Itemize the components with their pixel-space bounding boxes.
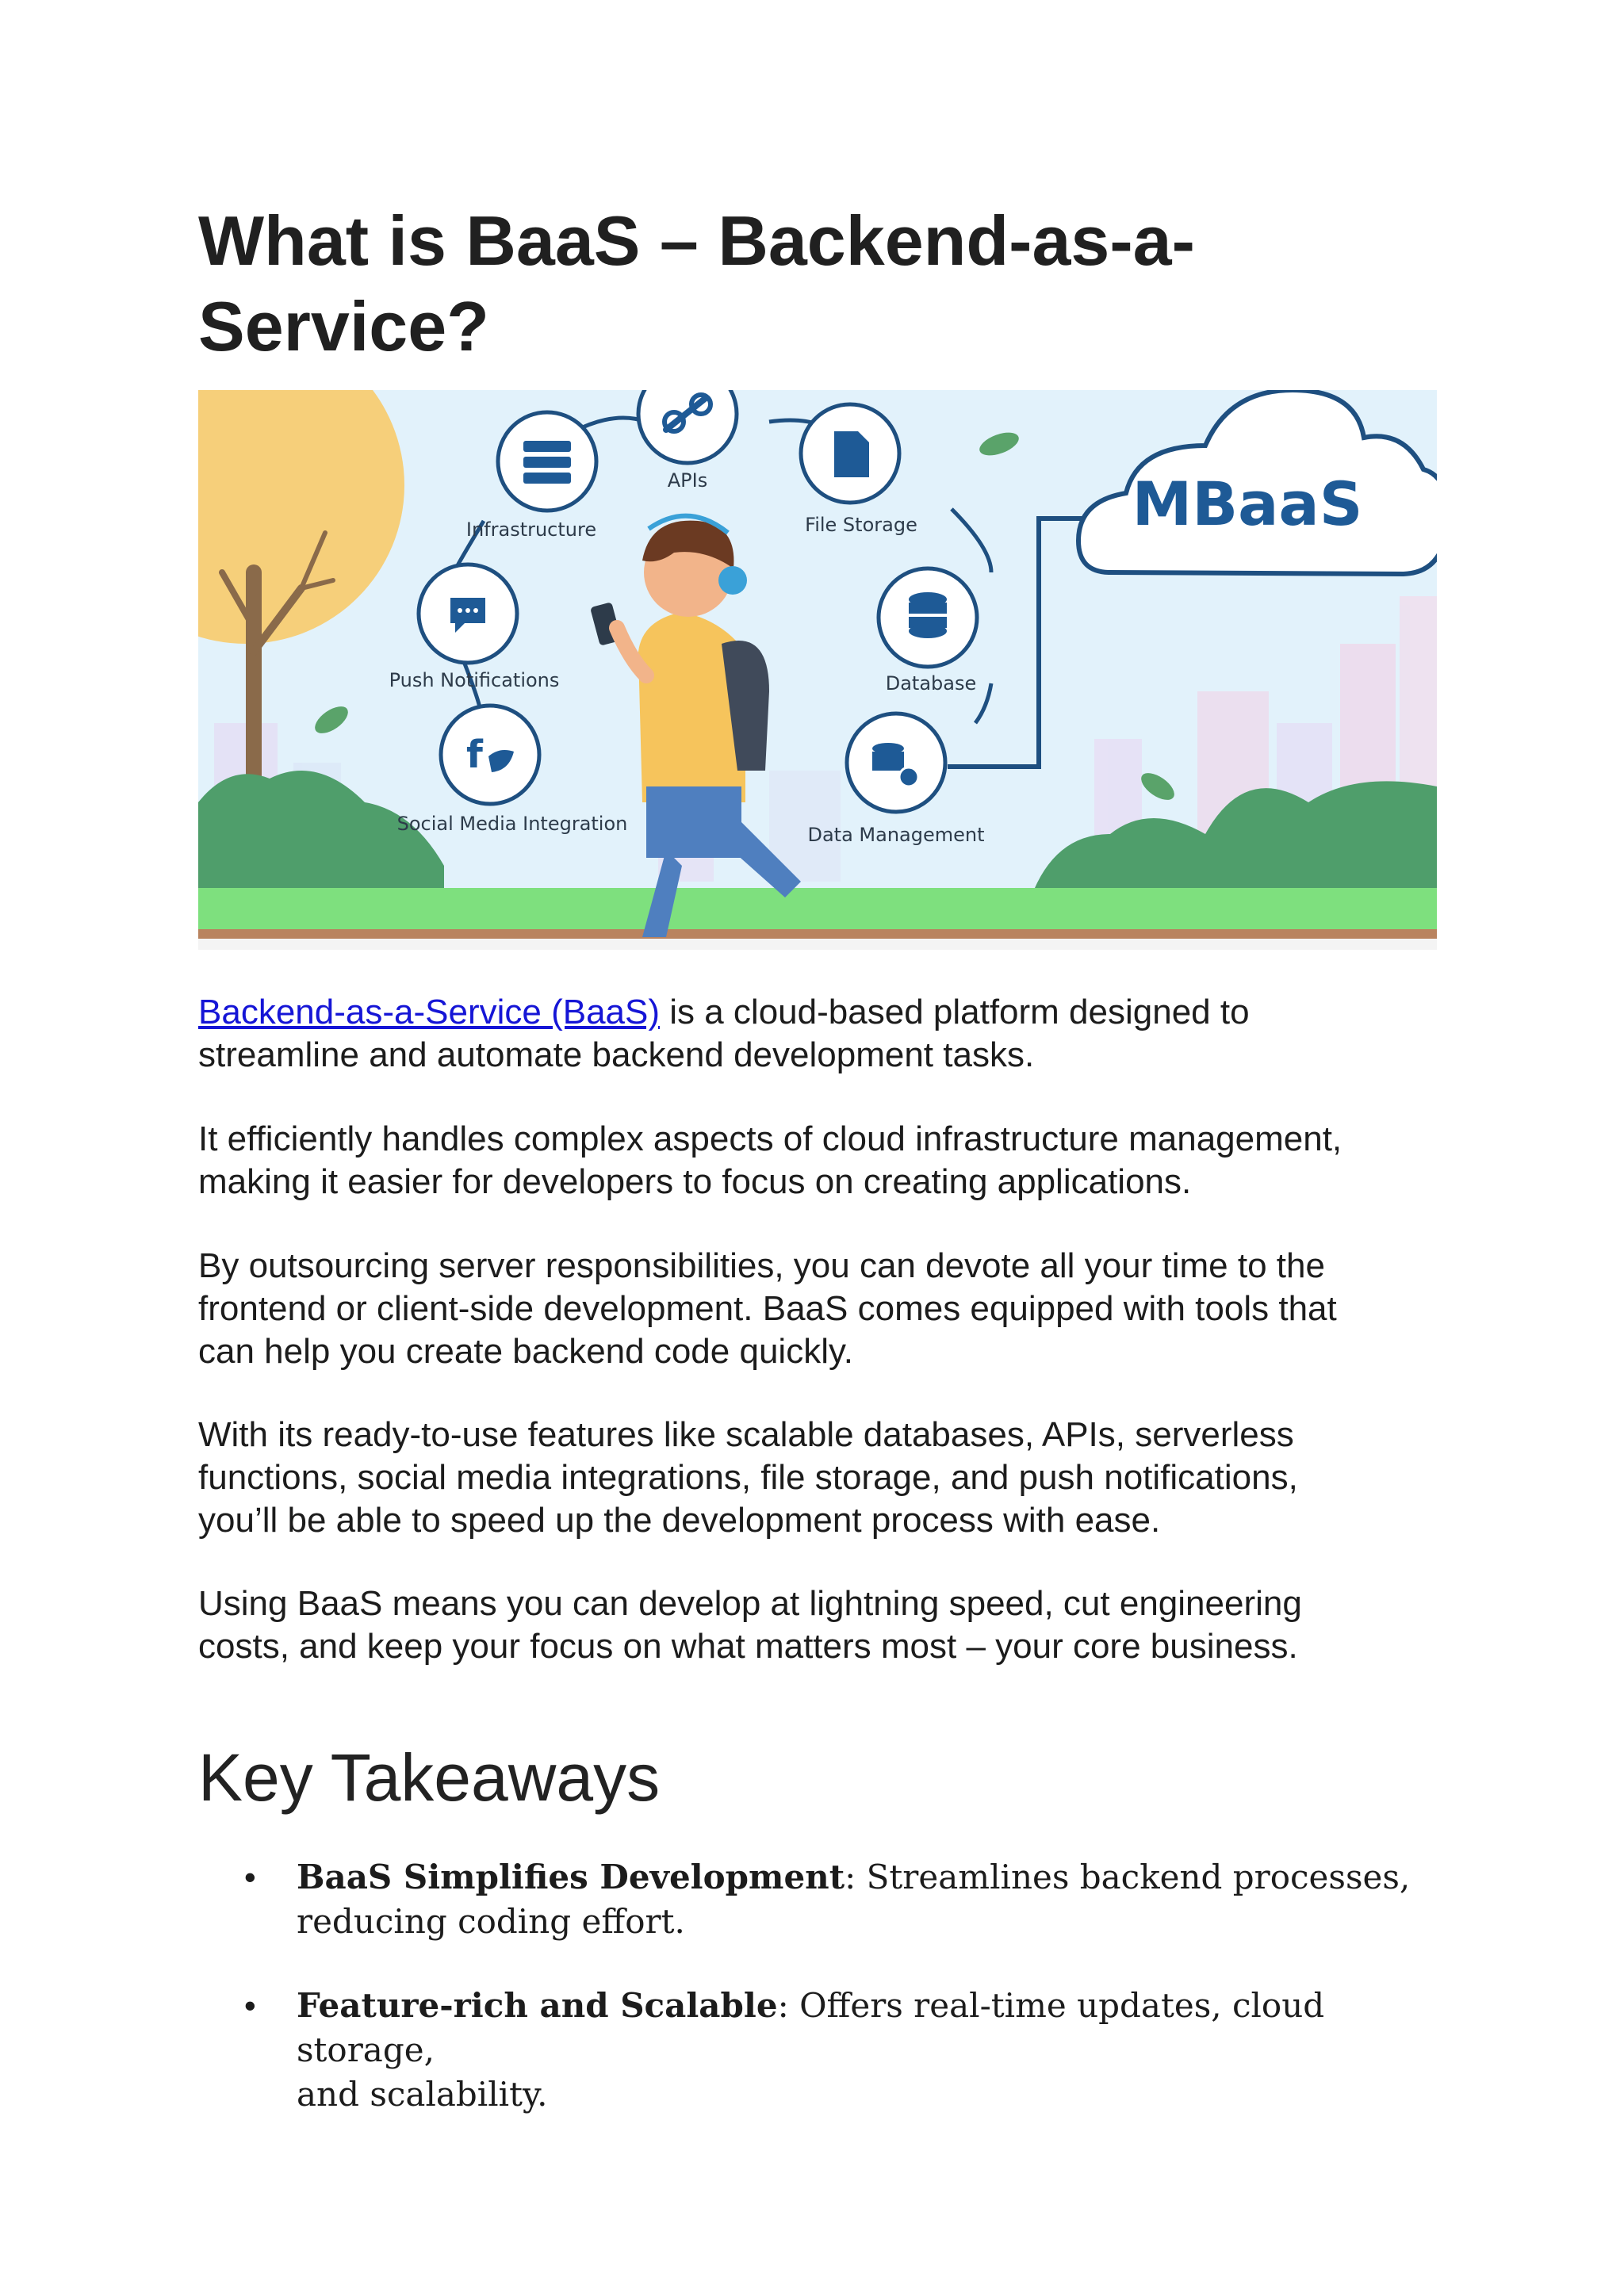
facebook-icon: f	[466, 733, 483, 777]
p4-line1: With its ready-to-use features like scalable databases, APIs, serverless	[198, 1415, 1294, 1454]
takeaway-text-line2: reducing coding effort.	[297, 1902, 685, 1941]
list-item	[198, 1984, 1435, 2117]
paragraph-infrastructure	[198, 1118, 1435, 1203]
p1-line2: streamline and automate backend development tasks.	[198, 1035, 1035, 1074]
label-apis: APIs	[667, 469, 708, 492]
key-takeaways-heading: Key Takeaways	[198, 1740, 661, 1815]
social-media-node	[441, 706, 539, 804]
takeaway-text: : Offers real-time updates, cloud storage,	[297, 1986, 1325, 2069]
p4-line3: you’ll be able to speed up the development process with ease.	[198, 1501, 1161, 1540]
p1-rest: is a cloud-based platform designed to	[660, 993, 1250, 1031]
file-icon	[834, 431, 869, 477]
data-management-node	[847, 714, 945, 812]
baas-link[interactable]: Backend-as-a-Service (BaaS)	[198, 993, 661, 1031]
bullet-icon: •	[244, 1987, 256, 2024]
label-data-management: Data Management	[807, 824, 985, 846]
database-node	[879, 568, 977, 667]
mbaas-badge: MBaaS	[1132, 469, 1363, 539]
push-notifications-node	[419, 564, 517, 663]
takeaway-text-line2: and scalability.	[297, 2075, 548, 2114]
paragraph-features	[198, 1414, 1435, 1542]
label-infrastructure: Infrastructure	[465, 519, 597, 541]
label-push-notifications: Push Notifications	[389, 669, 560, 691]
p4-line2: functions, social media integrations, file storage, and push notifications,	[198, 1458, 1298, 1497]
server-icon	[523, 441, 571, 452]
list-item	[198, 1855, 1435, 1944]
p5-line2: costs, and keep your focus on what matters most – your core business.	[198, 1627, 1298, 1666]
p2-line2: making it easier for developers to focus on creating applications.	[198, 1162, 1192, 1201]
p5-line1: Using BaaS means you can develop at lightning speed, cut engineering	[198, 1584, 1302, 1623]
file-storage-node	[801, 404, 899, 503]
takeaway-text: : Streamlines backend processes,	[845, 1858, 1411, 1896]
ground	[198, 888, 1437, 929]
p2-line1: It efficiently handles complex aspects of cloud infrastructure management,	[198, 1119, 1342, 1158]
bullet-icon: •	[244, 1858, 256, 1896]
label-social-media: Social Media Integration	[396, 813, 628, 835]
page-title: What is BaaS – Backend-as-a-Service?	[198, 201, 1195, 365]
paragraph-intro	[198, 991, 1435, 1077]
baas-diagram	[198, 390, 1437, 950]
p3-line3: can help you create backend code quickly.	[198, 1332, 853, 1371]
key-takeaways-list	[198, 1855, 1435, 2156]
hero-illustration	[198, 390, 1437, 950]
label-database: Database	[885, 672, 977, 695]
p3-line1: By outsourcing server responsibilities, you can devote all your time to the	[198, 1246, 1325, 1285]
p3-line2: frontend or client-side development. BaaS comes equipped with tools that	[198, 1289, 1337, 1328]
infrastructure-node	[498, 412, 596, 511]
label-file-storage: File Storage	[805, 514, 917, 536]
takeaway-title: BaaS Simplifies Development	[297, 1858, 845, 1896]
paragraph-outsourcing	[198, 1245, 1435, 1373]
takeaway-title: Feature-rich and Scalable	[297, 1986, 778, 2025]
paragraph-benefits	[198, 1582, 1435, 1668]
